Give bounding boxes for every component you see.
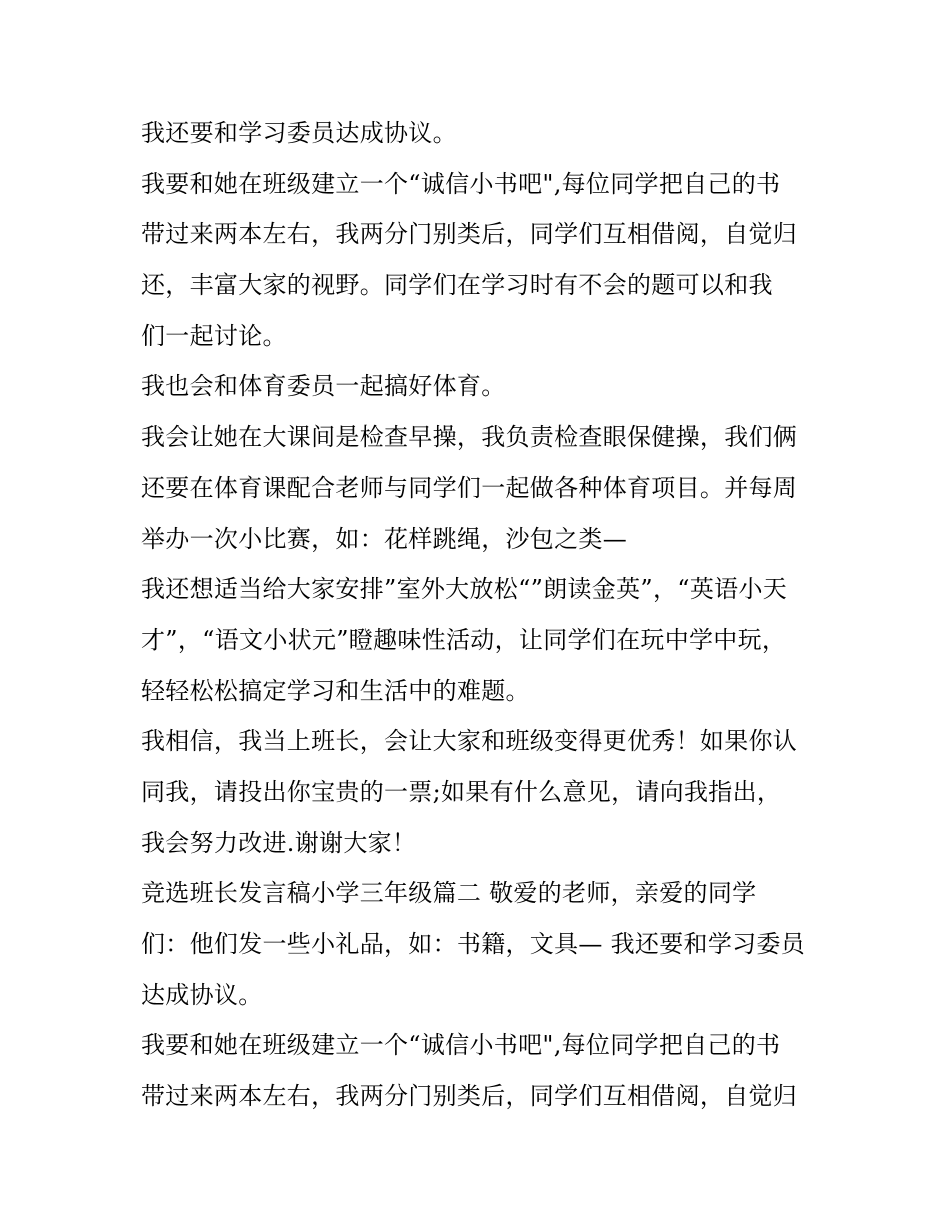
text-line: 我也会和体育委员一起搞好体育。 xyxy=(141,372,506,401)
document-body xyxy=(141,108,831,1122)
text-line: 带过来两本左右，我两分门别类后，同学们互相借阅，自觉归 xyxy=(141,220,798,249)
text-line: 我还要和学习委员达成协议。 xyxy=(141,119,457,147)
text-line: 我会让她在大课间是检查早操，我负责检查眼保健操，我们俩 xyxy=(141,423,798,452)
text-line: 我要和她在班级建立一个“诚信小书吧",每位同学把自己的书 xyxy=(141,169,781,198)
text-line: 我相信，我当上班长，会让大家和班级变得更优秀！如果你认 xyxy=(141,727,798,756)
text-line: 带过来两本左右，我两分门别类后，同学们互相借阅，自觉归 xyxy=(141,1082,798,1111)
text-line: 们：他们发一些小礼品，如：书籍，文具— 我还要和学习委员 xyxy=(141,930,806,958)
text-line: 竞选班长发言稿小学三年级篇二 敬爱的老师，亲爱的同学 xyxy=(141,879,757,908)
text-line: 同我，请投出你宝贵的一票;如果有什么意见，请向我指出， xyxy=(141,777,782,806)
text-line: 们一起讨论。 xyxy=(141,321,287,350)
text-line: 举办一次小比赛，如：花样跳绳，沙包之类— xyxy=(141,524,627,553)
text-line: 才”，“语文小状元”瞪趣味性活动，让同学们在玩中学中玩， xyxy=(141,625,787,654)
text-line: 还要在体育课配合老师与同学们一起做各种体育项目。并每周 xyxy=(141,473,798,502)
text-line: 我要和她在班级建立一个“诚信小书吧",每位同学把自己的书 xyxy=(141,1031,781,1060)
text-line: 轻轻松松搞定学习和生活中的难题。 xyxy=(141,676,530,705)
text-line: 还，丰富大家的视野。同学们在学习时有不会的题可以和我 xyxy=(141,271,773,300)
text-line: 我会努力改进.谢谢大家！ xyxy=(141,828,417,857)
text-line: 我还想适当给大家安排”室外大放松“”朗读金英”，“英语小天 xyxy=(141,575,788,604)
text-line: 达成协议。 xyxy=(141,980,263,1009)
